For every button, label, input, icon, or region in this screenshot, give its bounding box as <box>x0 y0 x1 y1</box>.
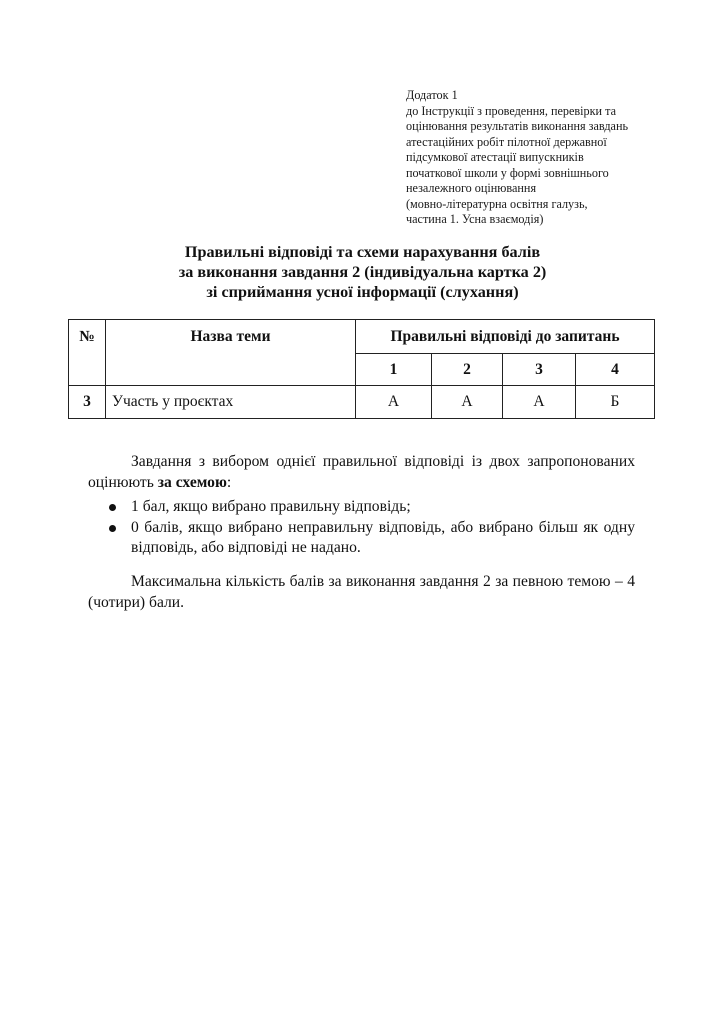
list-item <box>104 497 635 518</box>
row-theme: Участь у проєктах <box>106 386 356 419</box>
scoring-intro-bold: за схемою <box>157 473 227 491</box>
list-item <box>104 518 635 559</box>
title-line: зі сприймання усної інформації (слухання) <box>206 283 519 301</box>
row-number: 3 <box>69 386 106 419</box>
scoring-intro-end: : <box>226 473 232 491</box>
appendix-line: Додаток 1 <box>406 88 458 102</box>
appendix-line: підсумкової атестації випускників <box>406 150 584 164</box>
appendix-note <box>406 88 676 228</box>
header-question-2: 2 <box>432 354 503 386</box>
appendix-line: (мовно-літературна освітня галузь, <box>406 196 588 211</box>
row-answer-1: А <box>356 386 432 419</box>
bullet-icon <box>109 504 116 511</box>
table-row <box>69 386 655 419</box>
appendix-line: початкової школи у формі зовнішнього <box>406 165 609 180</box>
header-question-4: 4 <box>576 354 655 386</box>
document-title <box>60 242 665 302</box>
max-score-text: Максимальна кількість балів за виконання завдання 2 за певною темою – 4 (чотири) бали. <box>88 573 635 611</box>
table-header-row <box>69 320 655 354</box>
scoring-bullets <box>104 497 635 559</box>
row-answer-4: Б <box>576 386 655 419</box>
scoring-intro-text: Завдання з вибором однієї правильної відповіді із двох запропонованих оцінюють <box>88 453 635 491</box>
title-line: за виконання завдання 2 (індивідуальна картка 2) <box>178 263 547 281</box>
header-number: № <box>69 320 106 386</box>
bullet-text: 1 бал, якщо вибрано правильну відповідь; <box>131 498 411 515</box>
appendix-line: до Інструкції з проведення, перевірки та <box>406 103 616 118</box>
header-theme: Назва теми <box>106 320 356 386</box>
appendix-line: оцінювання результатів виконання завдань <box>406 119 629 133</box>
title-line: Правильні відповіді та схеми нарахування балів <box>184 243 541 261</box>
appendix-line: частина 1. Усна взаємодія) <box>406 212 544 226</box>
header-answers: Правильні відповіді до запитань <box>356 320 655 354</box>
appendix-line: незалежного оцінювання <box>406 181 537 195</box>
header-question-3: 3 <box>503 354 576 386</box>
appendix-line: атестаційних робіт пілотної державної <box>406 134 607 149</box>
bullet-text: 0 балів, якщо вибрано неправильну відповідь, або вибрано більш як одну відповідь, або відповіді не надано. <box>131 518 635 556</box>
row-answer-3: А <box>503 386 576 419</box>
row-answer-2: А <box>432 386 503 419</box>
answers-table <box>68 319 655 419</box>
scoring-intro <box>88 452 635 493</box>
header-question-1: 1 <box>356 354 432 386</box>
bullet-icon <box>109 525 116 532</box>
